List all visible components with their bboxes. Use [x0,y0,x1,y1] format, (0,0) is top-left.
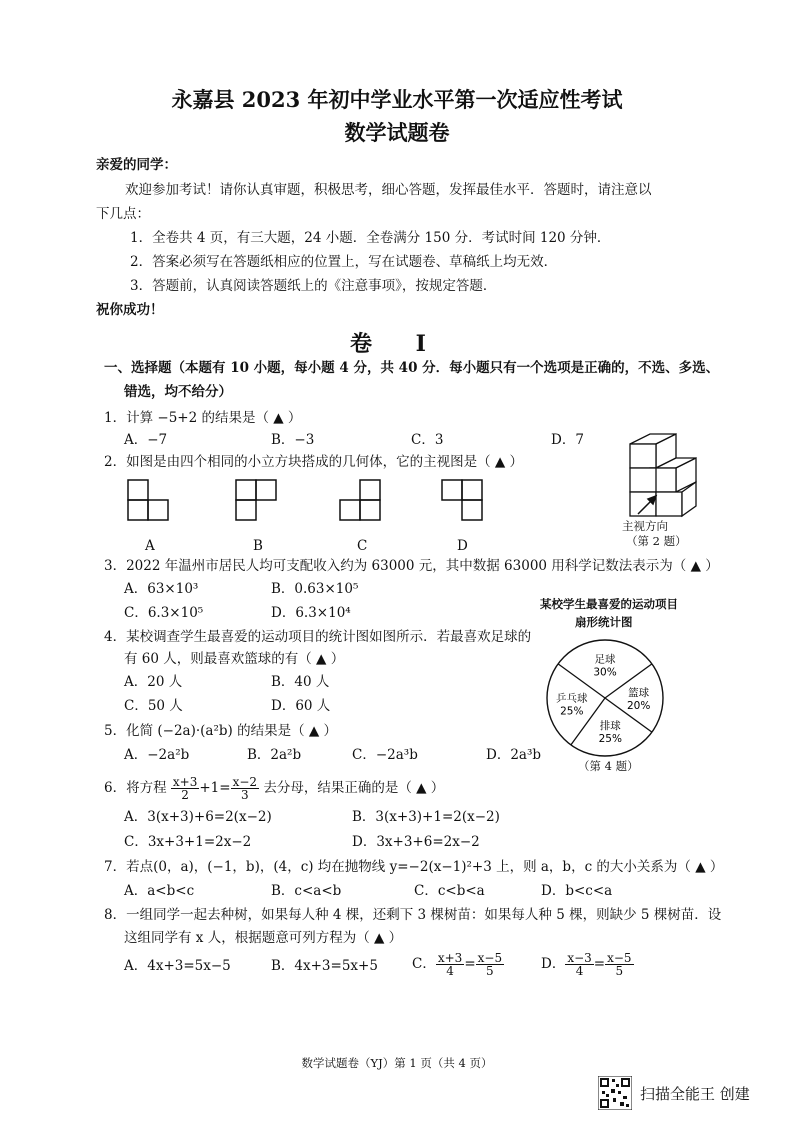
q2-label-b: B [253,538,263,554]
scanner-watermark: 扫描全能王 创建 [640,1085,750,1103]
page-footer: 数学试题卷（YJ）第 1 页（共 4 页） [301,1056,493,1070]
q7-option-b: B．c<a<b [271,883,342,899]
q4-caption: （第 4 题） [578,759,639,773]
closing: 祝你成功！ [96,302,164,318]
chart-subtitle: 扇形统计图 [575,615,633,629]
q1-option-d: D．7 [551,432,584,448]
q5-option-d: D．2a³b [486,747,542,763]
exam-subtitle: 数学试题卷 [344,120,450,145]
q2-options-figure [120,478,520,528]
q2-caption: （第 2 题） [626,534,687,548]
note-1: 1．全卷共 4 页，有三大题，24 小题．全卷满分 150 分．考试时间 120 分钟． [130,230,611,246]
q8-option-d: D． $\frac{x-3}{4}$ = $\frac{x-5}{5}$ [541,951,632,978]
qr-code-icon [598,1076,632,1110]
q3-option-b: B．0.63×10⁵ [271,581,359,597]
q8-stem-1: 8．一组同学一起去种树，如果每人种 4 棵，还剩下 3 棵树苗：如果每人种 5 棵，则缺少 5 棵树苗．设 [104,907,722,923]
greeting: 亲爱的同学： [96,157,177,173]
q8-option-b: B．4x+3=5x+5 [271,958,378,974]
q1-option-a: A．−7 [124,432,168,448]
pie-slice-label: 排球 [599,720,621,733]
pie-chart [540,633,670,763]
q6-option-d: D．3x+3+6=2x−2 [352,834,480,850]
q3-option-c: C．6.3×10⁵ [124,605,204,621]
section-heading-2: 错选，均不给分） [124,384,232,400]
intro-line-2: 下几点： [96,206,150,222]
q7-option-a: A．a<b<c [124,883,195,899]
q5-option-c: C．−2a³b [352,747,418,763]
volume-heading: 卷 I [350,331,444,357]
q7-option-d: D．b<c<a [541,883,613,899]
q6-option-c: C．3x+3+1=2x−2 [124,834,252,850]
q5-option-b: B．2a²b [247,747,302,763]
note-3: 3．答题前，认真阅读答题纸上的《注意事项》，按规定答题． [130,278,497,294]
q6-stem: 6．将方程 $\frac{x+3}{2}$ +1= $\frac{x-2}{3}$ 去分母，结果正确的是（ ▲ ） [104,775,445,802]
q2-label-c: C [357,538,368,554]
note-2: 2．答案必须写在答题纸相应的位置上，写在试题卷、草稿纸上均无效． [130,254,558,270]
q2-figure-d [442,480,482,520]
q2-figure-a [128,480,168,520]
q2-label-a: A [145,538,155,554]
q1-stem: 1．计算 −5+2 的结果是（ ▲ ） [104,410,302,426]
q1-option-c: C．3 [411,432,444,448]
pie-slice-value: 25% [560,705,584,718]
q2-stem: 2．如图是由四个相同的小立方块搭成的几何体，它的主视图是（ ▲ ） [104,454,524,470]
q5-stem: 5．化简 (−2a)·(a²b) 的结果是（ ▲ ） [104,723,338,739]
q2-figure-b [236,480,276,520]
q6-fraction-1: $\frac{x+3}{2}$ [172,775,198,802]
pie-slice-label: 乒乓球 [556,692,588,705]
q4-stem-2: 有 60 人，则最喜欢篮球的有（ ▲ ） [124,651,345,667]
q4-option-d: D．60 人 [271,698,331,714]
pie-slice-value: 25% [598,733,622,746]
pie-slice-label: 篮球 [628,687,650,699]
pie-slice-value: 20% [626,700,651,712]
q4-option-a: A．20 人 [124,674,183,690]
q2-view-direction-label: 主视方向 [622,519,668,533]
q1-option-b: B．−3 [271,432,315,448]
q7-option-c: C．c<b<a [414,883,485,899]
pie-slice-label: 足球 [594,653,616,666]
exam-title: 永嘉县 2023 年初中学业水平第一次适应性考试 [171,87,623,112]
q4-option-b: B．40 人 [271,674,330,690]
chart-title: 某校学生最喜爱的运动项目 [540,597,678,611]
q6-option-a: A．3(x+3)+6=2(x−2) [124,809,272,825]
q5-option-a: A．−2a²b [124,747,190,763]
q8-option-c: C． $\frac{x+3}{4}$ = $\frac{x-5}{5}$ [412,951,503,978]
q2-solid-figure [620,432,700,520]
intro-line-1: 欢迎参加考试！请你认真审题，积极思考，细心答题，发挥最佳水平．答题时，请注意以 [125,182,652,198]
q3-stem: 3．2022 年温州市居民人均可支配收入约为 63000 元，其中数据 63000 用科学记数法表示为（ ▲ ） [104,558,719,574]
section-heading-1: 一、选择题（本题有 10 小题，每小题 4 分，共 40 分．每小题只有一个选项是正确的，不选、多选、 [104,360,720,376]
q7-stem: 7．若点(0，a)，(−1，b)，(4，c) 均在抛物线 y=−2(x−1)²+3 上，则 a，b，c 的大小关系为（ ▲ ） [104,859,724,875]
q3-option-a: A．63×10³ [124,581,199,597]
q8-stem-2: 这组同学有 x 人，根据题意可列方程为（ ▲ ） [124,930,403,946]
q6-fraction-2: $\frac{x-2}{3}$ [232,775,258,802]
q3-option-d: D．6.3×10⁴ [271,605,351,621]
q2-figure-c [340,480,380,520]
pie-slice-value: 30% [593,666,617,679]
q8-option-a: A．4x+3=5x−5 [124,958,231,974]
q2-label-d: D [457,538,468,554]
q4-option-c: C．50 人 [124,698,183,714]
q6-option-b: B．3(x+3)+1=2(x−2) [352,809,500,825]
q4-stem-1: 4．某校调查学生最喜爱的运动项目的统计图如图所示．若最喜欢足球的 [104,629,532,645]
